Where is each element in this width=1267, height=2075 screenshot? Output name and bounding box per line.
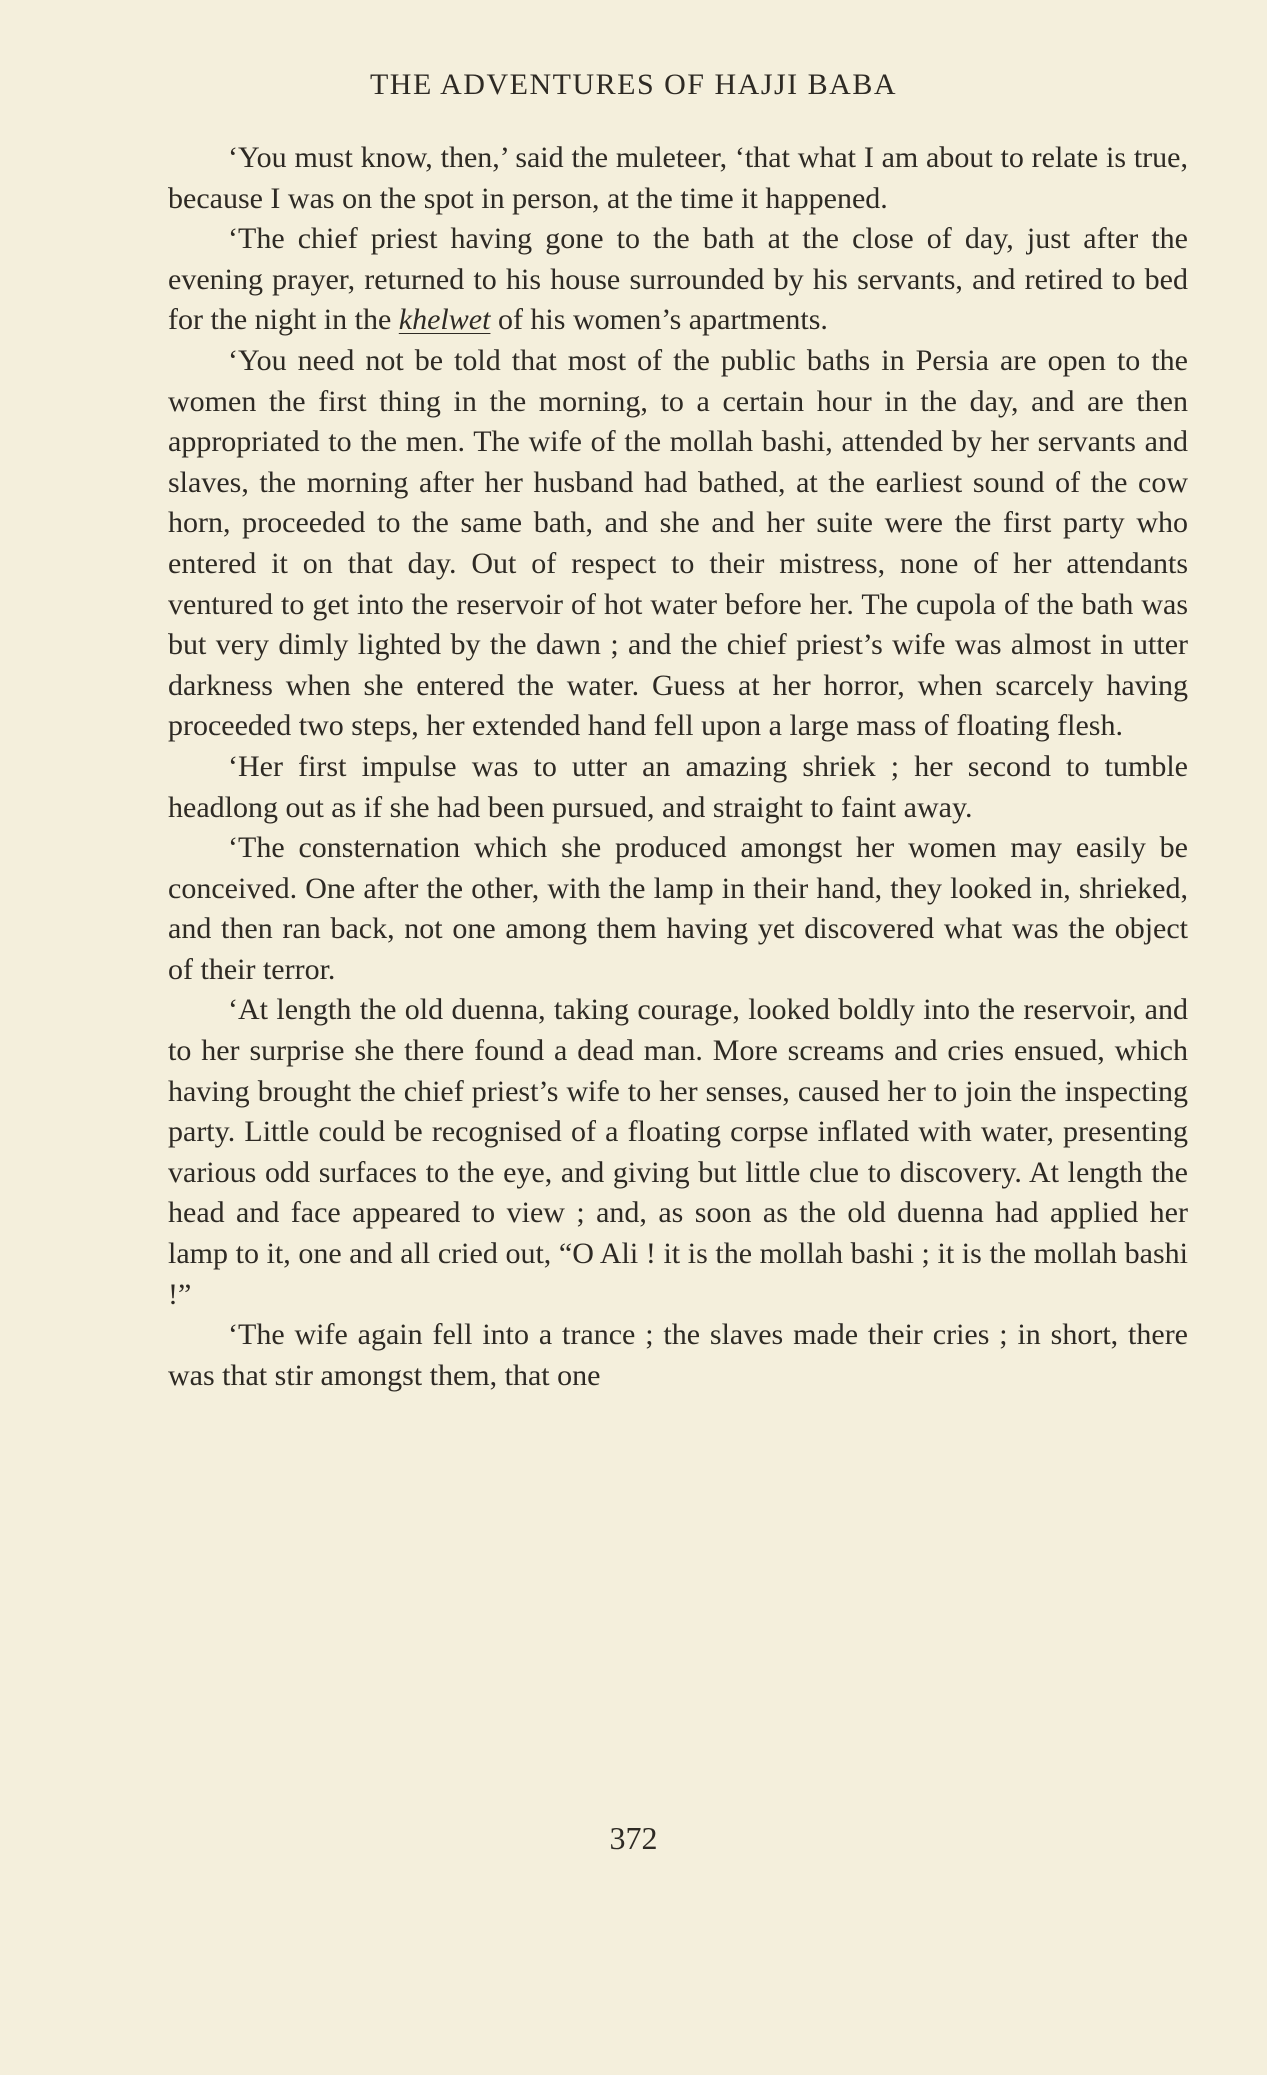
page-number: 372 (609, 1820, 658, 1856)
paragraph-2-end: of his women’s apartments. (490, 303, 828, 337)
italic-term: khelwet (398, 303, 491, 337)
paragraph-3: ‘You need not be told that most of the public baths in Persia are open to the women the first thing in the morning, to a certain hour in the day, and are then appropriated to the men. The wife of the mollah bashi, attended by her servants and slaves, the morning after her husband had bathed, at the earliest sound of the cow horn, proceeded to the same bath, and she and her suite were the first party who entered it on that day. Out of respect to their mistress, none of her attendants ventured to get into the reservoir of hot water before her. The cupola of the bath was but very dimly lighted by the dawn ; and the chief priest’s wife was almost in utter darkness when she entered the water. Guess at her horror, when scarcely having proceeded two steps, her extended hand fell upon a large mass of floating flesh. (168, 343, 1188, 743)
paragraph-2 (168, 219, 1188, 341)
paragraph-1: ‘You must know, then,’ said the muleteer, ‘that what I am about to relate is true, because I was on the spot in person, at the time it happened. (168, 141, 1188, 215)
paragraph-5: ‘The consternation which she produced amongst her women may easily be conceived. One after the other, with the lamp in their hand, they looked in, shrieked, and then ran back, not one among them having yet discovered what was the object of their terror. (168, 831, 1188, 986)
paragraph-7: ‘The wife again fell into a trance ; the slaves made their cries ; in short, there was that stir amongst them, that one (168, 1318, 1188, 1392)
paragraph-4: ‘Her first impulse was to utter an amazing shriek ; her second to tumble headlong out as if she had been pursued, and straight to faint away. (168, 749, 1188, 824)
running-head: THE ADVENTURES OF HAJJI BABA (369, 68, 898, 101)
body-text (168, 138, 1188, 1396)
paragraph-2-start: ‘The chief priest having gone to the bath at the close of day, just after the evening prayer, returned to his house surrounded by his servants, and retired to bed for the night in the (168, 222, 1188, 337)
paragraph-6: ‘At length the old duenna, taking courage, looked boldly into the reservoir, and to her surprise she there found a dead man. More screams and cries ensued, which having brought the chief priest’s wife to her senses, caused her to join the inspecting party. Little could be recognised of a floating corpse inflated with water, presenting various odd surfaces to the eye, and giving but little clue to discovery. At length the head and face appeared to view ; and, as soon as the old duenna had applied her lamp to it, one and all cried out, “O Ali ! it is the mollah bashi ; it is the mollah bashi !” (168, 993, 1188, 1311)
